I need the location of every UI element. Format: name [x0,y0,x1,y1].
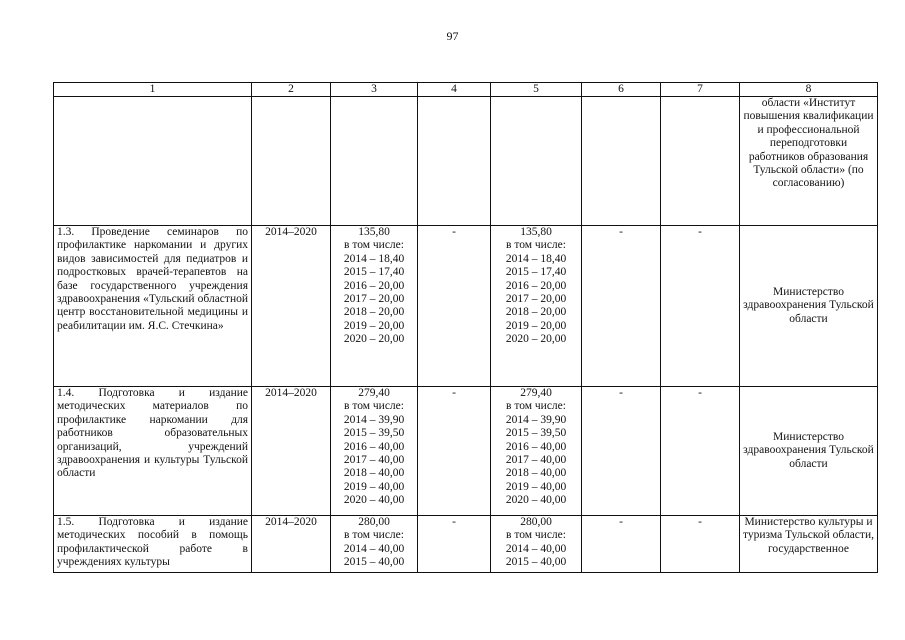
funding-line: 2014 – 40,00 [343,542,405,555]
table-row [54,97,878,226]
funding-line: 2018 – 20,00 [343,306,405,319]
column-header: 3 [331,83,418,97]
column-header: 1 [54,83,252,97]
measure-cell: 1.4. Подготовка и издание методических материалов по профилактике наркомании для работников образовательных организаций, учреждений здравоохранения и культуры Тульской области [54,387,252,516]
extra-funding-cell: - [661,387,740,516]
funding-line: 2019 – 40,00 [343,480,405,493]
executor-cell: области «Институт повышения квалификации и профессиональной переподготовки работников образования Тульской области» (по согласованию) [740,97,878,226]
executor-cell: Министерство культуры и туризма Тульской области, государственное [740,516,878,573]
funding-line: 2015 – 40,00 [505,556,567,569]
local-funding-cell: - [582,387,661,516]
funding-line: 2014 – 39,90 [505,413,567,426]
funding-line: 135,80 [520,226,552,238]
regional-funding-cell [491,226,582,387]
table-row [54,516,878,573]
funding-line: 280,00 [520,516,552,528]
funding-line: 135,80 [358,226,390,238]
funding-line: 2018 – 40,00 [343,467,405,480]
extra-funding-cell [661,97,740,226]
funding-line: в том числе: [506,400,566,413]
column-header: 5 [491,83,582,97]
column-header: 7 [661,83,740,97]
funding-line: 2015 – 39,50 [343,427,405,440]
funding-line: 2017 – 40,00 [343,454,405,467]
funding-line: 2020 – 20,00 [343,333,405,346]
page-number: 97 [446,29,459,43]
funding-line: 2020 – 40,00 [343,494,405,507]
total-funding-cell [331,97,418,226]
total-funding-cell [331,387,418,516]
federal-funding-cell: - [418,226,491,387]
extra-funding-cell: - [661,226,740,387]
funding-line: 2015 – 39,50 [505,427,567,440]
funding-line: 2015 – 40,00 [343,556,405,569]
funding-line: в том числе: [506,529,566,542]
program-table [53,82,878,573]
funding-line: 2020 – 40,00 [505,494,567,507]
extra-funding-cell: - [661,516,740,573]
funding-line: 2019 – 20,00 [343,319,405,332]
table-row [54,387,878,516]
funding-line: 2014 – 18,40 [505,252,567,265]
federal-funding-cell: - [418,387,491,516]
measure-cell: 1.5. Подготовка и издание методических пособий в помощь профилактической работе в учреждениях культуры [54,516,252,573]
funding-line: в том числе: [344,529,404,542]
local-funding-cell [582,97,661,226]
funding-line: 2017 – 20,00 [343,293,405,306]
funding-line: 280,00 [358,516,390,528]
local-funding-cell: - [582,226,661,387]
funding-line: 279,40 [358,387,390,399]
funding-line: 2015 – 17,40 [505,266,567,279]
executor-cell: Министерство здравоохранения Тульской области [740,226,878,387]
funding-line: в том числе: [344,400,404,413]
regional-funding-cell [491,516,582,573]
funding-line: 279,40 [520,387,552,399]
funding-line: 2017 – 40,00 [505,454,567,467]
federal-funding-cell [418,97,491,226]
total-funding-cell [331,226,418,387]
funding-line: 2014 – 39,90 [343,413,405,426]
executor-cell: Министерство здравоохранения Тульской области [740,387,878,516]
federal-funding-cell: - [418,516,491,573]
column-header: 6 [582,83,661,97]
funding-line: 2018 – 40,00 [505,467,567,480]
period-cell [252,97,331,226]
funding-line: 2016 – 40,00 [505,440,567,453]
funding-line: 2018 – 20,00 [505,306,567,319]
funding-line: в том числе: [344,239,404,252]
funding-line: 2015 – 17,40 [343,266,405,279]
funding-line: 2016 – 20,00 [343,279,405,292]
column-header: 4 [418,83,491,97]
regional-funding-cell [491,387,582,516]
funding-line: 2017 – 20,00 [505,293,567,306]
funding-line: 2016 – 40,00 [343,440,405,453]
funding-line: в том числе: [506,239,566,252]
funding-line: 2014 – 40,00 [505,542,567,555]
column-header: 8 [740,83,878,97]
local-funding-cell: - [582,516,661,573]
column-number-row [54,83,878,97]
regional-funding-cell [491,97,582,226]
measure-cell [54,97,252,226]
total-funding-cell [331,516,418,573]
period-cell: 2014–2020 [252,516,331,573]
funding-line: 2016 – 20,00 [505,279,567,292]
period-cell: 2014–2020 [252,387,331,516]
funding-line: 2019 – 40,00 [505,480,567,493]
table-row [54,226,878,387]
funding-line: 2014 – 18,40 [343,252,405,265]
funding-line: 2019 – 20,00 [505,319,567,332]
funding-line: 2020 – 20,00 [505,333,567,346]
period-cell: 2014–2020 [252,226,331,387]
measure-cell: 1.3. Проведение семинаров по профилактике наркомании и других видов зависимостей для педиатров и подростковых врачей-терапевтов на базе государственного учреждения здравоохранения «Тульский областной центр восстановительной медицины и реабилитации им. Я.С. Стечкина» [54,226,252,387]
column-header: 2 [252,83,331,97]
